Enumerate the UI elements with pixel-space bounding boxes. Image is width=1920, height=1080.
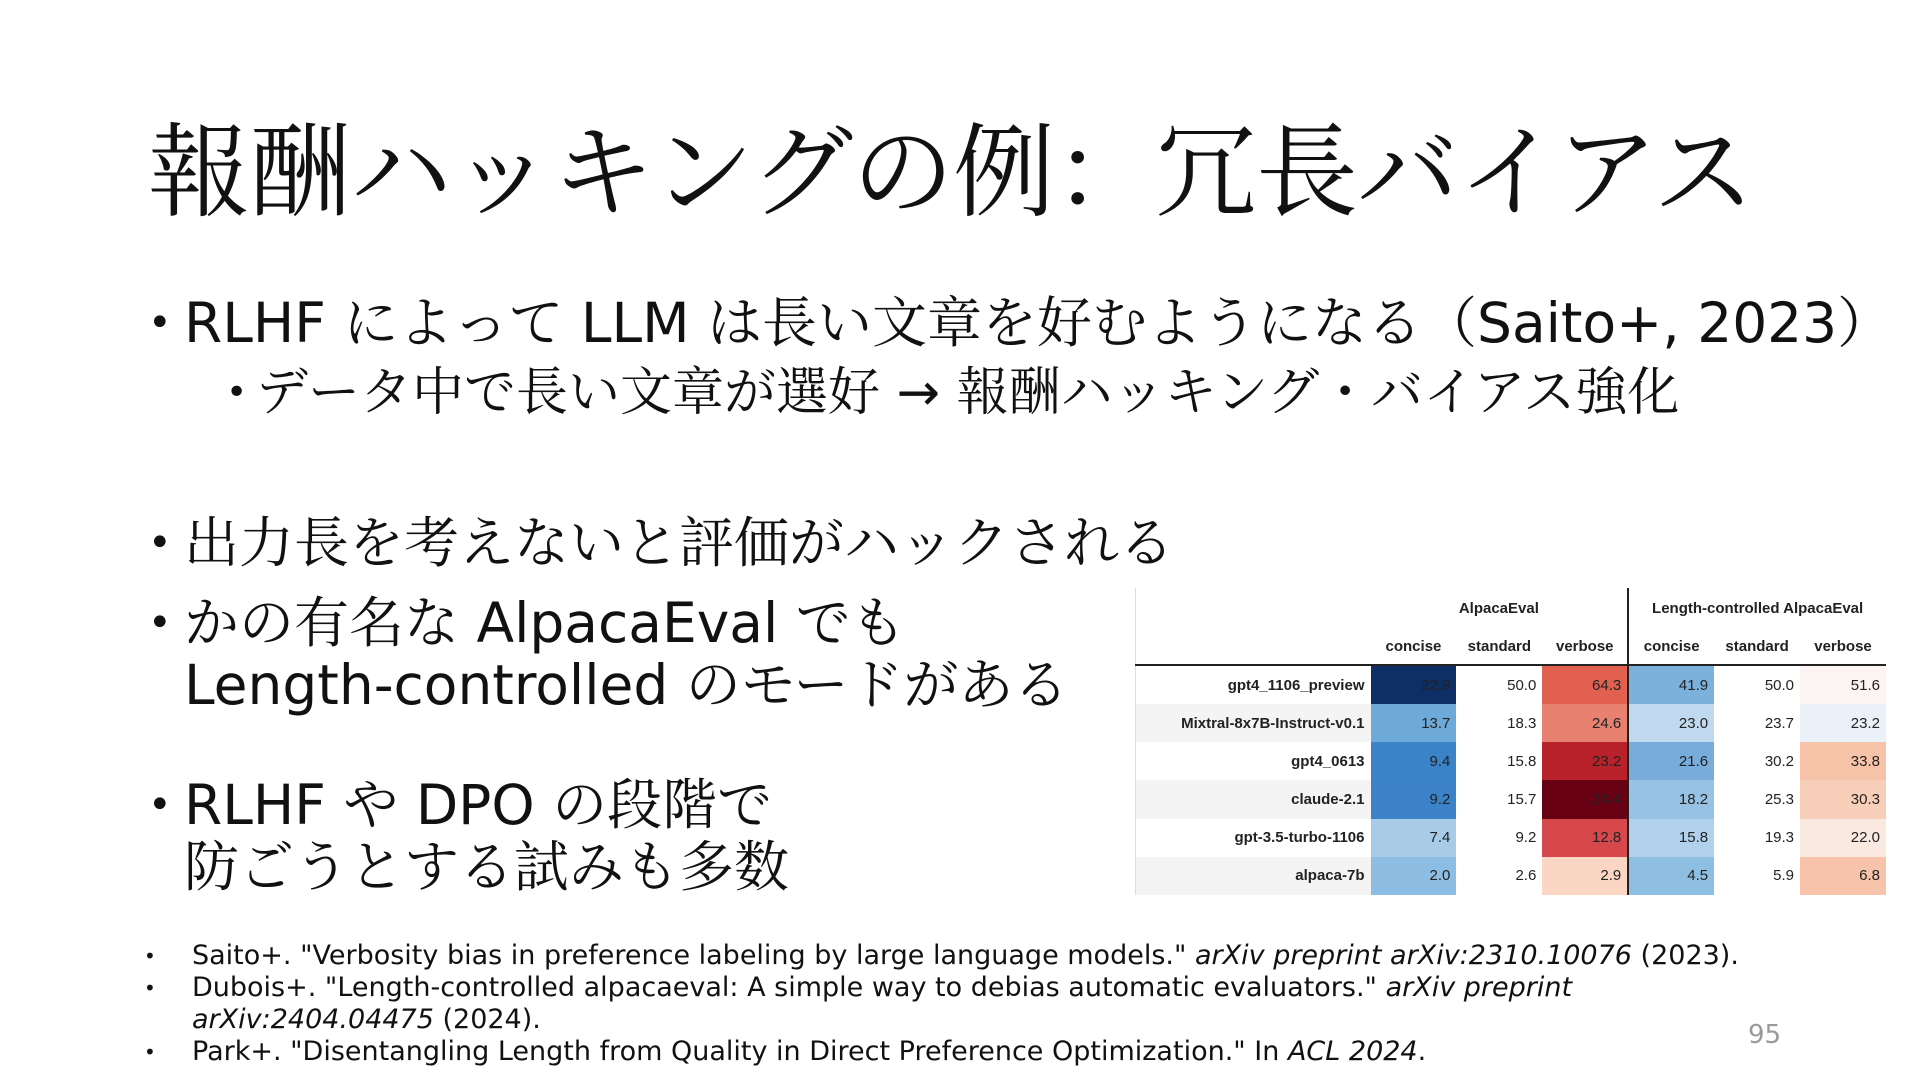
score-cell: 30.3 [1800,780,1886,818]
score-cell: 51.6 [1800,665,1886,704]
sub-bullet-reward-hacking [226,362,1680,424]
model-name-cell: gpt4_1106_preview [1227,676,1365,694]
table-row [1136,665,1887,704]
model-name-cell: alpaca-7b [1136,857,1371,895]
model-name-cell: claude-2.1 [1136,780,1371,818]
score-cell: 22.9 [1371,665,1457,704]
score-cell: 5.9 [1714,857,1800,895]
score-cell: 9.2 [1371,780,1457,818]
slide-title: 報酬ハッキングの例：冗長バイアス [148,114,1754,233]
table-row [1136,857,1887,895]
bullet-dot: • [148,520,172,566]
score-cell: 22.0 [1800,819,1886,857]
bullet-dot: • [148,782,172,828]
bullet-text-line1: RLHF や DPO の段階で [184,773,773,837]
score-cell: 7.4 [1371,819,1457,857]
reference-text: Park+. "Disentangling Length from Quality in Direct Preference Optimization." In [192,1036,1288,1067]
reference-bullet: • [144,976,156,1000]
bullet-text-line1: かの有名な AlpacaEval でも [184,591,906,655]
reference-tail: . [1417,1036,1427,1067]
reference-venue: arXiv preprint arXiv:2310.10076 [1194,940,1632,971]
table-corner [1136,588,1371,628]
score-cell: 23.2 [1800,704,1886,742]
score-cell: 18.2 [1628,780,1714,818]
score-cell: 23.7 [1714,704,1800,742]
score-cell: 24.4 [1542,780,1628,818]
bullet-text: RLHF によって LLM は長い文章を好むようになる（Saito+, 2023） [184,291,1893,355]
column-header: concise [1628,628,1714,665]
column-header: standard [1714,628,1800,665]
bullet-evaluation-hack [148,511,1175,575]
score-cell: 23.0 [1628,704,1714,742]
model-column-header [1136,628,1371,665]
bullet-dot: • [148,600,172,646]
bullet-dot: • [226,372,248,413]
column-header: verbose [1800,628,1886,665]
score-cell: 6.8 [1800,857,1886,895]
score-cell: 9.2 [1456,819,1542,857]
score-cell: 24.6 [1542,704,1628,742]
bullet-dot: • [148,300,172,346]
score-cell: 25.3 [1714,780,1800,818]
column-header: concise [1371,628,1457,665]
score-cell: 12.8 [1542,819,1628,857]
score-cell: 33.8 [1800,742,1886,780]
score-cell: 18.3 [1456,704,1542,742]
score-cell: 2.9 [1542,857,1628,895]
score-cell: 23.2 [1542,742,1628,780]
score-cell: 2.0 [1371,857,1457,895]
reference-venue: ACL 2024 [1287,1036,1418,1067]
score-cell: 2.6 [1456,857,1542,895]
model-name-cell: gpt-3.5-turbo-1106 [1234,829,1365,847]
model-name-cell: Mixtral-8x7B-Instruct-v0.1 [1136,704,1371,742]
score-cell: 64.3 [1542,665,1628,704]
reference-tail: (2023). [1631,940,1739,971]
reference-saito [140,940,1780,972]
score-cell: 50.0 [1714,665,1800,704]
page-number: 95 [1748,1020,1782,1050]
reference-venue: arXiv preprint arXiv:2404.04475 [192,972,1573,1035]
bullet-text: 出力長を考えないと評価がハックされる [184,511,1175,575]
bullet-text: データ中で長い文章が選好 → 報酬ハッキング・バイアス強化 [256,363,1680,423]
column-header: standard [1456,628,1542,665]
alpacaeval-results-table [1135,588,1886,895]
group-header-length-controlled: Length-controlled AlpacaEval [1628,588,1886,628]
score-cell: 41.9 [1628,665,1714,704]
group-header-alpacaeval: AlpacaEval [1458,599,1539,617]
references [140,940,1780,1068]
score-cell: 30.2 [1714,742,1800,780]
reference-dubois [140,972,1780,1036]
column-header: verbose [1542,628,1628,665]
bullet-rlhf-length [148,291,1893,355]
score-cell: 15.8 [1628,819,1714,857]
reference-text: Saito+. "Verbosity bias in preference labeling by large language models." [192,940,1195,971]
score-cell: 15.8 [1456,742,1542,780]
score-cell: 9.4 [1371,742,1457,780]
reference-park [140,1036,1780,1068]
bullet-text-line2: Length-controlled のモードがある [184,653,1069,717]
table-row [1136,780,1887,818]
reference-bullet: • [144,1040,156,1064]
score-cell: 4.5 [1628,857,1714,895]
bullet-rlhf-dpo [148,773,790,899]
reference-tail: (2024). [433,1004,541,1035]
table-row [1136,819,1887,857]
table-row [1136,742,1887,780]
score-cell: 50.0 [1456,665,1542,704]
reference-text: Dubois+. "Length-controlled alpacaeval: A simple way to debias automatic evaluators." [192,972,1386,1003]
score-cell: 13.7 [1371,704,1457,742]
reference-bullet: • [144,944,156,968]
score-cell: 15.7 [1456,780,1542,818]
score-cell: 19.3 [1714,819,1800,857]
bullet-alpacaeval [148,591,1069,717]
bullet-text-line2: 防ごうとする試みも多数 [184,835,790,899]
model-name-cell: gpt4_0613 [1291,752,1365,770]
score-cell: 21.6 [1628,742,1714,780]
table-row [1136,704,1887,742]
